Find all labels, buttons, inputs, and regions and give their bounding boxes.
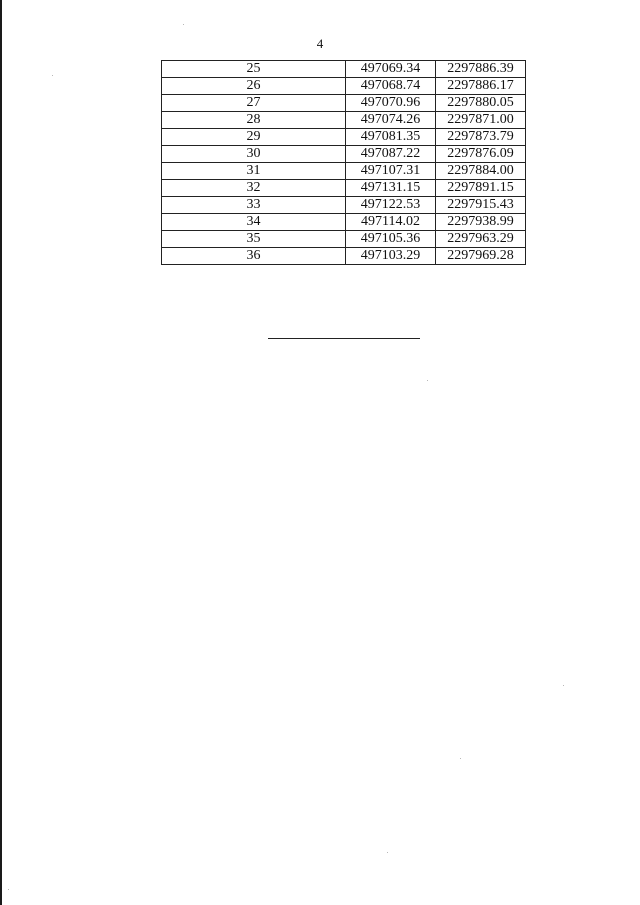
point-number-cell: 31 — [162, 163, 346, 180]
point-number-cell: 25 — [162, 61, 346, 78]
y-coordinate-cell: 2297891.15 — [436, 180, 526, 197]
y-coordinate-cell: 2297871.00 — [436, 112, 526, 129]
y-coordinate-cell: 2297886.17 — [436, 78, 526, 95]
table-row — [162, 163, 526, 180]
point-number-cell: 29 — [162, 129, 346, 146]
x-coordinate-cell: 497081.35 — [346, 129, 436, 146]
point-number-cell: 27 — [162, 95, 346, 112]
point-number-cell: 34 — [162, 214, 346, 231]
table-row — [162, 214, 526, 231]
table-row — [162, 78, 526, 95]
scan-left-edge — [0, 0, 2, 905]
point-number-cell: 32 — [162, 180, 346, 197]
x-coordinate-cell: 497068.74 — [346, 78, 436, 95]
point-number-cell: 35 — [162, 231, 346, 248]
y-coordinate-cell: 2297886.39 — [436, 61, 526, 78]
point-number-cell: 30 — [162, 146, 346, 163]
table-row — [162, 248, 526, 265]
table-row — [162, 129, 526, 146]
x-coordinate-cell: 497103.29 — [346, 248, 436, 265]
y-coordinate-cell: 2297880.05 — [436, 95, 526, 112]
table-row — [162, 197, 526, 214]
y-coordinate-cell: 2297876.09 — [436, 146, 526, 163]
x-coordinate-cell: 497122.53 — [346, 197, 436, 214]
x-coordinate-cell: 497105.36 — [346, 231, 436, 248]
table-row — [162, 146, 526, 163]
end-of-document-line — [268, 338, 420, 339]
x-coordinate-cell: 497074.26 — [346, 112, 436, 129]
y-coordinate-cell: 2297969.28 — [436, 248, 526, 265]
table-row — [162, 95, 526, 112]
point-number-cell: 28 — [162, 112, 346, 129]
coordinates-table-body — [162, 61, 526, 265]
x-coordinate-cell: 497107.31 — [346, 163, 436, 180]
scan-speck — [460, 758, 461, 759]
scan-speck — [387, 852, 388, 853]
table-row — [162, 61, 526, 78]
x-coordinate-cell: 497087.22 — [346, 146, 436, 163]
scan-speck — [8, 889, 9, 890]
y-coordinate-cell: 2297963.29 — [436, 231, 526, 248]
y-coordinate-cell: 2297873.79 — [436, 129, 526, 146]
point-number-cell: 33 — [162, 197, 346, 214]
coordinates-table — [161, 60, 526, 265]
x-coordinate-cell: 497131.15 — [346, 180, 436, 197]
point-number-cell: 36 — [162, 248, 346, 265]
scan-speck — [563, 685, 564, 686]
y-coordinate-cell: 2297915.43 — [436, 197, 526, 214]
y-coordinate-cell: 2297938.99 — [436, 214, 526, 231]
page-number: 4 — [316, 36, 324, 51]
table-row — [162, 180, 526, 197]
table-row — [162, 231, 526, 248]
y-coordinate-cell: 2297884.00 — [436, 163, 526, 180]
point-number-cell: 26 — [162, 78, 346, 95]
scan-speck — [183, 24, 184, 25]
x-coordinate-cell: 497070.96 — [346, 95, 436, 112]
scan-speck — [427, 380, 428, 381]
x-coordinate-cell: 497069.34 — [346, 61, 436, 78]
x-coordinate-cell: 497114.02 — [346, 214, 436, 231]
table-row — [162, 112, 526, 129]
scan-speck — [52, 75, 53, 76]
